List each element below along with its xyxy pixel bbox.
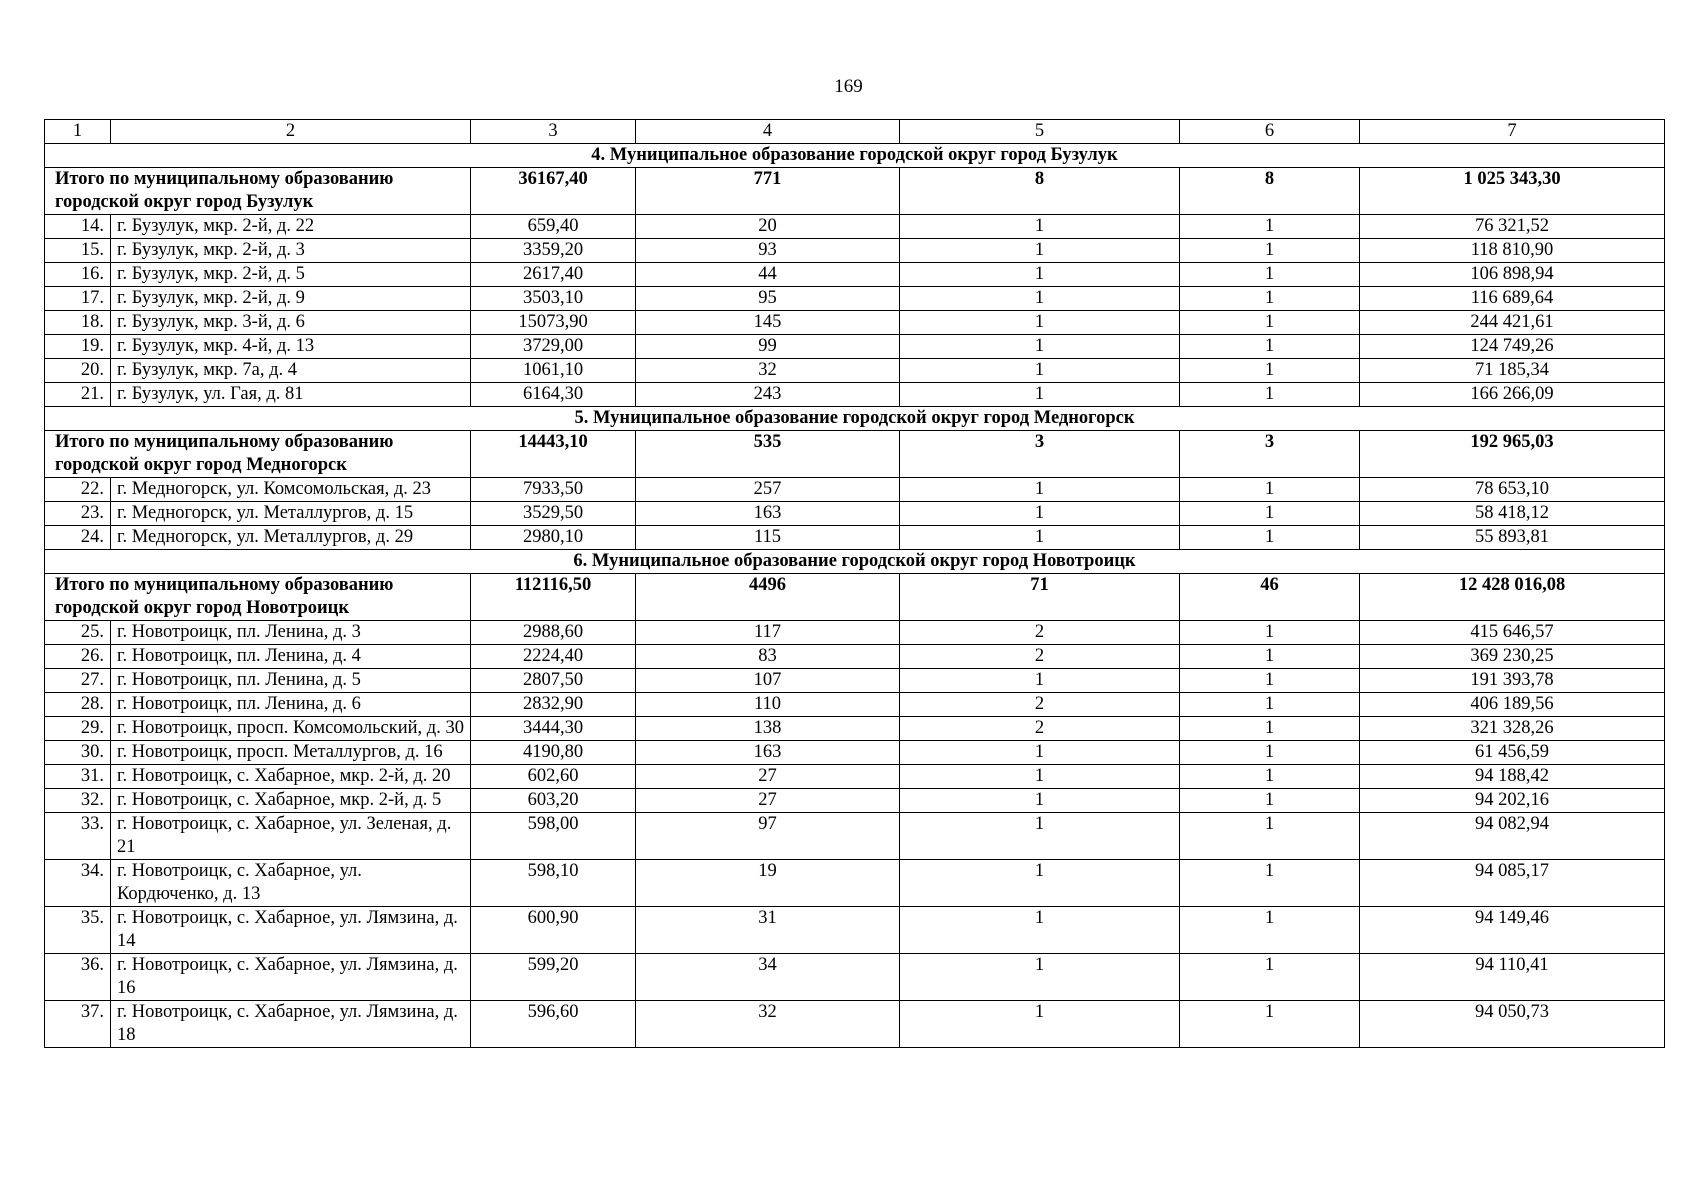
column-number: 4 (636, 120, 900, 144)
table-row (45, 526, 1665, 550)
row-col5: 1 (900, 765, 1180, 789)
column-number: 6 (1180, 120, 1360, 144)
table-row (45, 645, 1665, 669)
total-col6: 8 (1180, 168, 1360, 215)
row-cost: 61 456,59 (1360, 741, 1665, 765)
row-residents: 20 (636, 215, 900, 239)
row-col5: 2 (900, 693, 1180, 717)
row-address: г. Бузулук, мкр. 4-й, д. 13 (111, 335, 471, 359)
row-cost: 244 421,61 (1360, 311, 1665, 335)
section-header-row (45, 550, 1665, 574)
row-number: 21. (45, 383, 111, 407)
row-col6: 1 (1180, 765, 1360, 789)
table-row (45, 741, 1665, 765)
total-residents: 4496 (636, 574, 900, 621)
row-area: 2832,90 (471, 693, 636, 717)
total-label: Итого по муниципальному образованию городской округ город Бузулук (45, 168, 471, 215)
row-area: 3529,50 (471, 502, 636, 526)
row-col5: 1 (900, 359, 1180, 383)
row-residents: 163 (636, 502, 900, 526)
row-col6: 1 (1180, 359, 1360, 383)
row-area: 2617,40 (471, 263, 636, 287)
row-cost: 76 321,52 (1360, 215, 1665, 239)
row-address: г. Медногорск, ул. Комсомольская, д. 23 (111, 478, 471, 502)
row-residents: 99 (636, 335, 900, 359)
total-residents: 771 (636, 168, 900, 215)
row-col6: 1 (1180, 860, 1360, 907)
table-row (45, 669, 1665, 693)
row-number: 32. (45, 789, 111, 813)
row-cost: 94 085,17 (1360, 860, 1665, 907)
row-col5: 1 (900, 954, 1180, 1001)
row-address: г. Медногорск, ул. Металлургов, д. 29 (111, 526, 471, 550)
row-residents: 107 (636, 669, 900, 693)
column-number-row (45, 120, 1665, 144)
total-cost: 12 428 016,08 (1360, 574, 1665, 621)
row-area: 599,20 (471, 954, 636, 1001)
table-row (45, 311, 1665, 335)
total-area: 112116,50 (471, 574, 636, 621)
row-col6: 1 (1180, 907, 1360, 954)
row-area: 596,60 (471, 1001, 636, 1048)
row-col6: 1 (1180, 335, 1360, 359)
row-residents: 115 (636, 526, 900, 550)
row-residents: 163 (636, 741, 900, 765)
row-col5: 1 (900, 741, 1180, 765)
row-col5: 1 (900, 1001, 1180, 1048)
row-number: 26. (45, 645, 111, 669)
row-col6: 1 (1180, 621, 1360, 645)
row-col5: 1 (900, 263, 1180, 287)
row-address: г. Новотроицк, пл. Ленина, д. 5 (111, 669, 471, 693)
row-number: 20. (45, 359, 111, 383)
row-area: 1061,10 (471, 359, 636, 383)
row-address: г. Новотроицк, с. Хабарное, ул. Зеленая, д. 21 (111, 813, 471, 860)
row-area: 4190,80 (471, 741, 636, 765)
section-total-row (45, 431, 1665, 478)
table-row (45, 359, 1665, 383)
row-address: г. Новотроицк, пл. Ленина, д. 6 (111, 693, 471, 717)
table-row (45, 813, 1665, 860)
row-area: 598,00 (471, 813, 636, 860)
row-col6: 1 (1180, 717, 1360, 741)
row-col6: 1 (1180, 287, 1360, 311)
row-col6: 1 (1180, 669, 1360, 693)
section-header-row (45, 144, 1665, 168)
row-number: 28. (45, 693, 111, 717)
table-row (45, 215, 1665, 239)
row-col6: 1 (1180, 693, 1360, 717)
row-col5: 1 (900, 860, 1180, 907)
section-title: 5. Муниципальное образование городской округ город Медногорск (45, 407, 1665, 431)
row-col5: 1 (900, 669, 1180, 693)
total-area: 14443,10 (471, 431, 636, 478)
row-cost: 124 749,26 (1360, 335, 1665, 359)
row-area: 659,40 (471, 215, 636, 239)
row-residents: 83 (636, 645, 900, 669)
housing-table (44, 119, 1665, 1048)
row-cost: 58 418,12 (1360, 502, 1665, 526)
table-row (45, 789, 1665, 813)
total-col6: 46 (1180, 574, 1360, 621)
row-cost: 94 050,73 (1360, 1001, 1665, 1048)
row-number: 19. (45, 335, 111, 359)
row-number: 14. (45, 215, 111, 239)
row-address: г. Медногорск, ул. Металлургов, д. 15 (111, 502, 471, 526)
row-address: г. Новотроицк, с. Хабарное, ул. Лямзина, д. 14 (111, 907, 471, 954)
row-residents: 19 (636, 860, 900, 907)
row-col5: 1 (900, 287, 1180, 311)
table-row (45, 621, 1665, 645)
row-cost: 71 185,34 (1360, 359, 1665, 383)
row-address: г. Новотроицк, с. Хабарное, мкр. 2-й, д. 5 (111, 789, 471, 813)
row-cost: 415 646,57 (1360, 621, 1665, 645)
row-residents: 243 (636, 383, 900, 407)
row-residents: 110 (636, 693, 900, 717)
row-number: 34. (45, 860, 111, 907)
row-area: 3503,10 (471, 287, 636, 311)
row-address: г. Бузулук, мкр. 2-й, д. 22 (111, 215, 471, 239)
row-area: 600,90 (471, 907, 636, 954)
row-residents: 34 (636, 954, 900, 1001)
row-number: 15. (45, 239, 111, 263)
row-col6: 1 (1180, 263, 1360, 287)
total-label: Итого по муниципальному образованию городской округ город Медногорск (45, 431, 471, 478)
row-col6: 1 (1180, 741, 1360, 765)
table-row (45, 502, 1665, 526)
row-address: г. Новотроицк, с. Хабарное, ул. Лямзина, д. 16 (111, 954, 471, 1001)
table-row (45, 287, 1665, 311)
row-number: 16. (45, 263, 111, 287)
table-row (45, 263, 1665, 287)
row-cost: 106 898,94 (1360, 263, 1665, 287)
row-residents: 117 (636, 621, 900, 645)
row-col6: 1 (1180, 311, 1360, 335)
row-number: 36. (45, 954, 111, 1001)
table-row (45, 478, 1665, 502)
section-title: 6. Муниципальное образование городской округ город Новотроицк (45, 550, 1665, 574)
row-col6: 1 (1180, 478, 1360, 502)
row-residents: 257 (636, 478, 900, 502)
row-col5: 2 (900, 621, 1180, 645)
row-cost: 118 810,90 (1360, 239, 1665, 263)
total-col5: 71 (900, 574, 1180, 621)
row-address: г. Бузулук, ул. Гая, д. 81 (111, 383, 471, 407)
row-col5: 1 (900, 239, 1180, 263)
table-body (45, 120, 1665, 1048)
row-col6: 1 (1180, 383, 1360, 407)
row-col6: 1 (1180, 954, 1360, 1001)
row-col5: 1 (900, 526, 1180, 550)
row-address: г. Бузулук, мкр. 7а, д. 4 (111, 359, 471, 383)
row-cost: 406 189,56 (1360, 693, 1665, 717)
row-col5: 1 (900, 335, 1180, 359)
row-address: г. Бузулук, мкр. 2-й, д. 9 (111, 287, 471, 311)
section-total-row (45, 168, 1665, 215)
row-col5: 1 (900, 813, 1180, 860)
row-residents: 32 (636, 1001, 900, 1048)
row-residents: 93 (636, 239, 900, 263)
section-title: 4. Муниципальное образование городской округ город Бузулук (45, 144, 1665, 168)
row-residents: 27 (636, 789, 900, 813)
total-cost: 1 025 343,30 (1360, 168, 1665, 215)
row-address: г. Бузулук, мкр. 2-й, д. 5 (111, 263, 471, 287)
table-row (45, 1001, 1665, 1048)
row-area: 598,10 (471, 860, 636, 907)
page-number: 169 (834, 76, 863, 97)
row-cost: 94 202,16 (1360, 789, 1665, 813)
row-col5: 1 (900, 383, 1180, 407)
row-col5: 1 (900, 478, 1180, 502)
row-col5: 2 (900, 645, 1180, 669)
row-col6: 1 (1180, 789, 1360, 813)
total-col5: 3 (900, 431, 1180, 478)
row-number: 35. (45, 907, 111, 954)
row-number: 37. (45, 1001, 111, 1048)
table-row (45, 907, 1665, 954)
row-area: 602,60 (471, 765, 636, 789)
section-header-row (45, 407, 1665, 431)
row-col6: 1 (1180, 1001, 1360, 1048)
column-number: 3 (471, 120, 636, 144)
total-col5: 8 (900, 168, 1180, 215)
table-row (45, 954, 1665, 1001)
row-area: 3729,00 (471, 335, 636, 359)
row-residents: 145 (636, 311, 900, 335)
row-col5: 1 (900, 789, 1180, 813)
row-col6: 1 (1180, 526, 1360, 550)
row-col6: 1 (1180, 239, 1360, 263)
row-address: г. Новотроицк, с. Хабарное, ул. Лямзина, д. 18 (111, 1001, 471, 1048)
section-total-row (45, 574, 1665, 621)
row-residents: 31 (636, 907, 900, 954)
row-cost: 116 689,64 (1360, 287, 1665, 311)
row-address: г. Новотроицк, с. Хабарное, мкр. 2-й, д. 20 (111, 765, 471, 789)
row-cost: 321 328,26 (1360, 717, 1665, 741)
row-cost: 94 110,41 (1360, 954, 1665, 1001)
table-row (45, 239, 1665, 263)
table-row (45, 860, 1665, 907)
total-residents: 535 (636, 431, 900, 478)
column-number: 1 (45, 120, 111, 144)
row-address: г. Новотроицк, пл. Ленина, д. 4 (111, 645, 471, 669)
table-row (45, 717, 1665, 741)
column-number: 7 (1360, 120, 1665, 144)
column-number: 5 (900, 120, 1180, 144)
row-address: г. Бузулук, мкр. 2-й, д. 3 (111, 239, 471, 263)
row-residents: 27 (636, 765, 900, 789)
row-address: г. Бузулук, мкр. 3-й, д. 6 (111, 311, 471, 335)
row-area: 2807,50 (471, 669, 636, 693)
row-number: 23. (45, 502, 111, 526)
row-residents: 138 (636, 717, 900, 741)
row-area: 2988,60 (471, 621, 636, 645)
total-col6: 3 (1180, 431, 1360, 478)
total-cost: 192 965,03 (1360, 431, 1665, 478)
column-number: 2 (111, 120, 471, 144)
row-col6: 1 (1180, 502, 1360, 526)
row-cost: 94 082,94 (1360, 813, 1665, 860)
row-number: 33. (45, 813, 111, 860)
row-area: 6164,30 (471, 383, 636, 407)
row-number: 30. (45, 741, 111, 765)
table-row (45, 383, 1665, 407)
row-cost: 55 893,81 (1360, 526, 1665, 550)
row-col6: 1 (1180, 215, 1360, 239)
row-cost: 166 266,09 (1360, 383, 1665, 407)
row-residents: 95 (636, 287, 900, 311)
row-area: 2224,40 (471, 645, 636, 669)
row-residents: 32 (636, 359, 900, 383)
row-address: г. Новотроицк, пл. Ленина, д. 3 (111, 621, 471, 645)
row-number: 29. (45, 717, 111, 741)
row-cost: 78 653,10 (1360, 478, 1665, 502)
row-number: 31. (45, 765, 111, 789)
row-area: 7933,50 (471, 478, 636, 502)
table-row (45, 765, 1665, 789)
row-cost: 94 149,46 (1360, 907, 1665, 954)
row-address: г. Новотроицк, с. Хабарное, ул. Кордюченко, д. 13 (111, 860, 471, 907)
total-label: Итого по муниципальному образованию городской округ город Новотроицк (45, 574, 471, 621)
row-area: 3359,20 (471, 239, 636, 263)
row-col5: 1 (900, 215, 1180, 239)
row-number: 18. (45, 311, 111, 335)
row-area: 15073,90 (471, 311, 636, 335)
row-col5: 1 (900, 907, 1180, 954)
row-col5: 1 (900, 502, 1180, 526)
row-col6: 1 (1180, 645, 1360, 669)
row-col5: 1 (900, 311, 1180, 335)
row-area: 2980,10 (471, 526, 636, 550)
row-col6: 1 (1180, 813, 1360, 860)
row-number: 25. (45, 621, 111, 645)
row-address: г. Новотроицк, просп. Металлургов, д. 16 (111, 741, 471, 765)
row-cost: 94 188,42 (1360, 765, 1665, 789)
row-address: г. Новотроицк, просп. Комсомольский, д. 30 (111, 717, 471, 741)
row-cost: 191 393,78 (1360, 669, 1665, 693)
row-number: 22. (45, 478, 111, 502)
table-row (45, 693, 1665, 717)
total-area: 36167,40 (471, 168, 636, 215)
row-col5: 2 (900, 717, 1180, 741)
row-area: 3444,30 (471, 717, 636, 741)
row-number: 24. (45, 526, 111, 550)
row-area: 603,20 (471, 789, 636, 813)
row-cost: 369 230,25 (1360, 645, 1665, 669)
row-number: 27. (45, 669, 111, 693)
row-residents: 97 (636, 813, 900, 860)
row-number: 17. (45, 287, 111, 311)
table-row (45, 335, 1665, 359)
row-residents: 44 (636, 263, 900, 287)
